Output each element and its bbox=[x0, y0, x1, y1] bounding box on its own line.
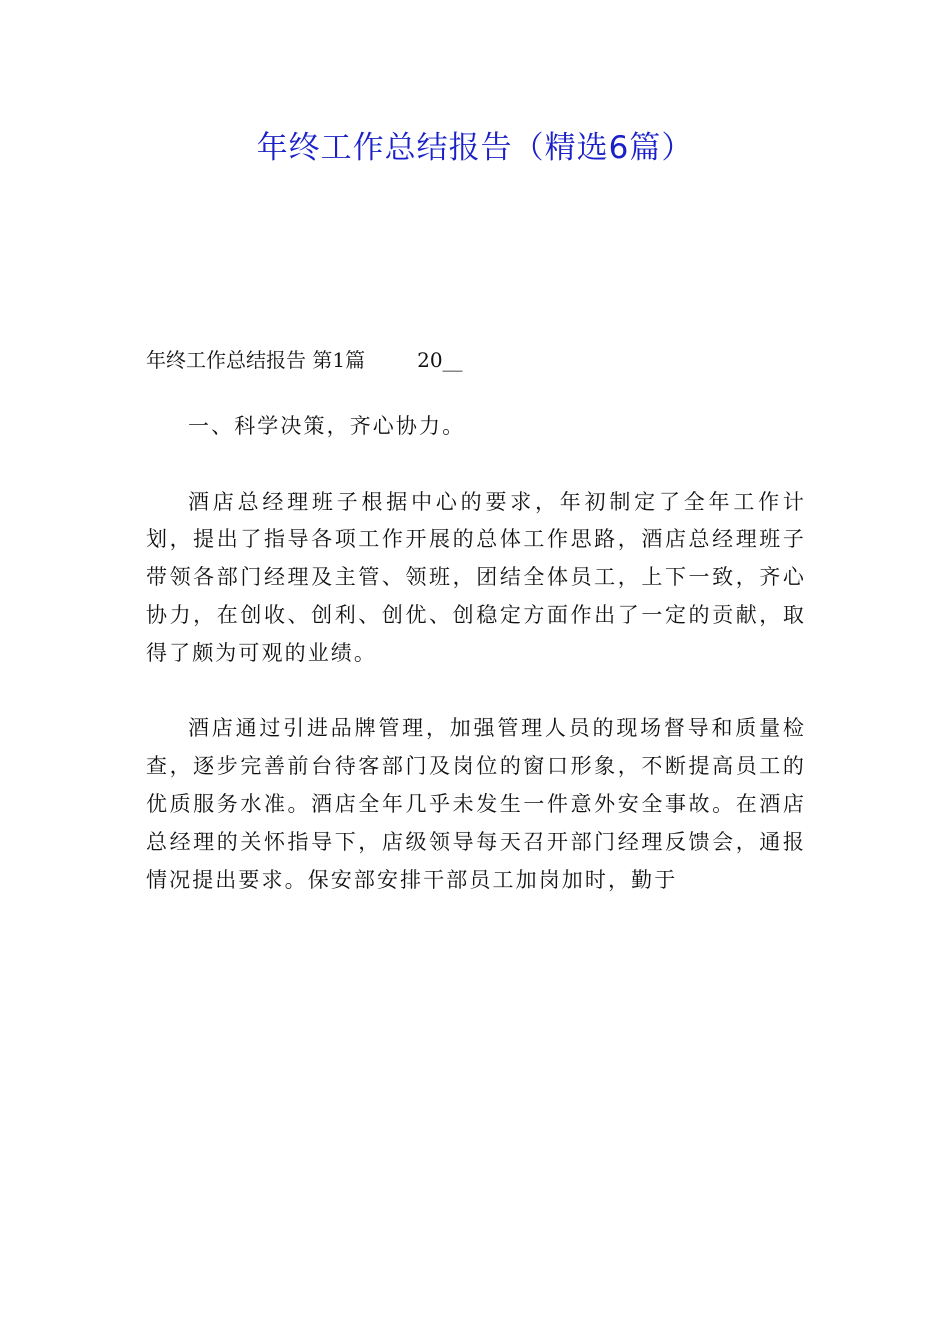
paragraph: 酒店总经理班子根据中心的要求，年初制定了全年工作计划，提出了指导各项工作开展的总体工作思路，酒店总经理班子带领各部门经理及主管、领班，团结全体员工，上下一致，齐心协力，在创收、创利、创优、创稳定方面作出了一定的贡献，取得了颇为可观的业绩。 bbox=[146, 489, 806, 665]
section-heading-text: 年终工作总结报告 第1篇 bbox=[146, 348, 366, 372]
section-year: 20__ bbox=[417, 348, 463, 372]
document-title: 年终工作总结报告（精选6篇） bbox=[256, 130, 694, 166]
paragraph-subheading: 一、科学决策，齐心协力。 bbox=[188, 414, 466, 438]
section-heading bbox=[146, 346, 463, 374]
paragraph: 酒店通过引进品牌管理，加强管理人员的现场督导和质量检查，逐步完善前台待客部门及岗位的窗口形象，不断提高员工的优质服务水准。酒店全年几乎未发生一件意外安全事故。在酒店总经理的关怀指导下，店级领导每天召开部门经理反馈会，通报情况提出要求。保安部安排干部员工加岗加时，勤于 bbox=[146, 716, 806, 892]
document-body bbox=[146, 408, 806, 937]
